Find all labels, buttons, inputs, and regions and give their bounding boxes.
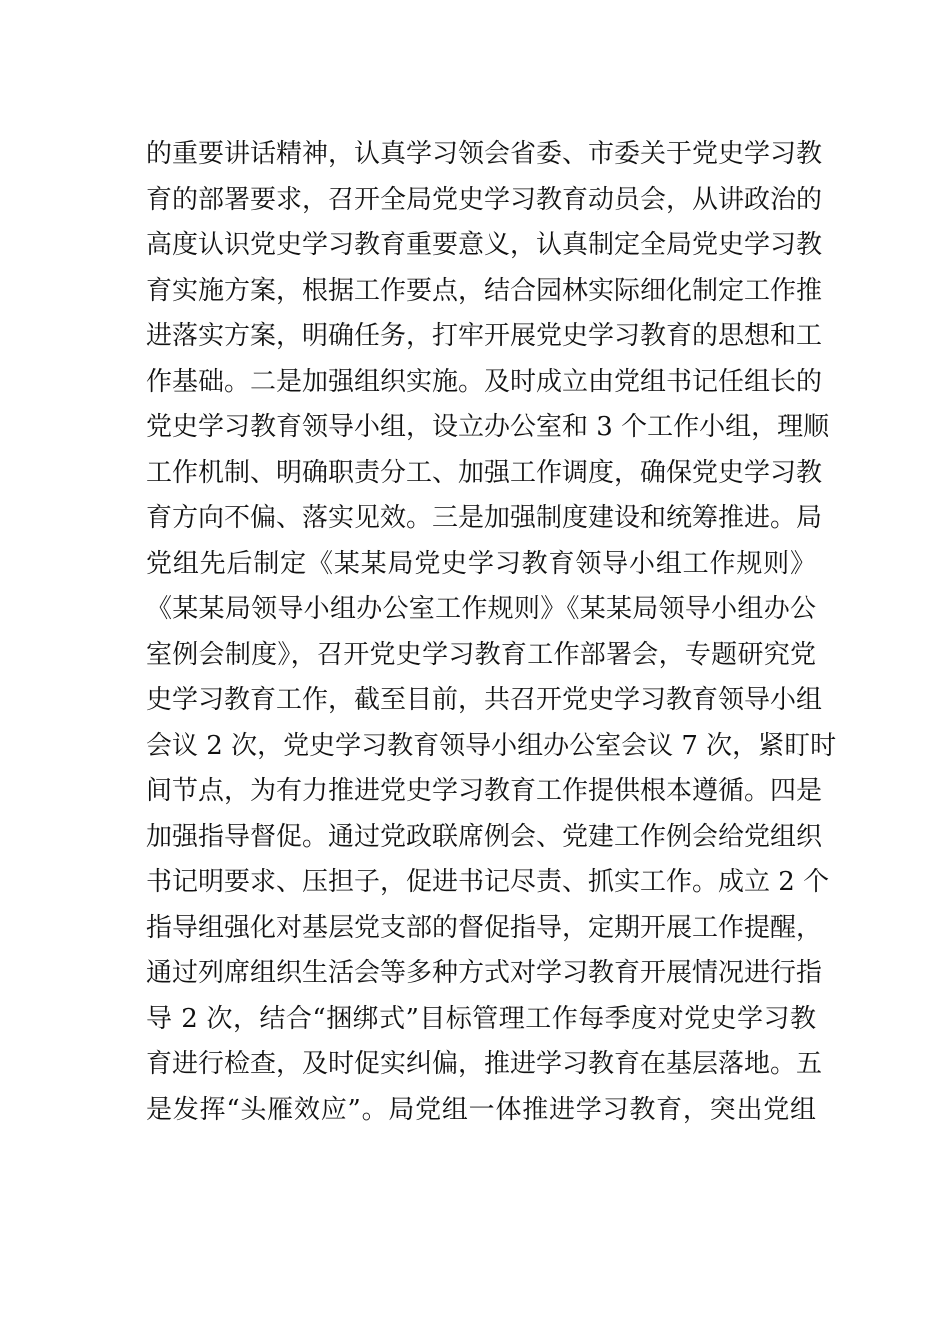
text-line-17: 书记明要求、压担子，促进书记尽责、抓实工作。成立 2 个 [146, 867, 830, 897]
text-line-5: 进落实方案，明确任务，打牢开展党史学习教育的思想和工 [146, 321, 823, 351]
text-line-10: 党组先后制定《某某局党史学习教育领导小组工作规则》 [146, 548, 816, 579]
text-line-12: 室例会制度》，召开党史学习教育工作部署会，专题研究党 [146, 639, 816, 670]
text-line-9: 育方向不偏、落实见效。三是加强制度建设和统筹推进。局 [146, 503, 823, 533]
text-line-21: 育进行检查，及时促实纠偏，推进学习教育在基层落地。五 [146, 1049, 823, 1079]
text-line-11: 《某某局领导小组办公室工作规则》《某某局领导小组办公 [146, 594, 816, 624]
text-line-8: 工作机制、明确职责分工、加强工作调度，确保党史学习教 [146, 457, 823, 488]
text-line-19: 通过列席组织生活会等多种方式对学习教育开展情况进行指 [146, 958, 823, 988]
text-line-18: 指导组强化对基层党支部的督促指导，定期开展工作提醒， [146, 912, 823, 943]
text-line-6: 作基础。二是加强组织实施。及时成立由党组书记任组长的 [146, 366, 823, 397]
text-line-14: 会议 2 次，党史学习教育领导小组办公室会议 7 次，紧盯时 [146, 730, 837, 761]
text-line-4: 育实施方案，根据工作要点，结合园林实际细化制定工作推 [146, 275, 823, 306]
text-line-2: 育的部署要求，召开全局党史学习教育动员会，从讲政治的 [146, 184, 823, 215]
text-line-20: 导 2 次，结合“捆绑式”目标管理工作每季度对党史学习教 [146, 1003, 816, 1034]
body-paragraph [146, 132, 837, 1133]
text-line-22: 是发挥“头雁效应”。局党组一体推进学习教育，突出党组 [146, 1094, 816, 1125]
text-line-15: 间节点，为有力推进党史学习教育工作提供根本遵循。四是 [146, 776, 823, 806]
text-line-1: 的重要讲话精神，认真学习领会省委、市委关于党史学习教 [146, 139, 823, 169]
text-line-3: 高度认识党史学习教育重要意义，认真制定全局党史学习教 [146, 230, 823, 260]
text-line-13: 史学习教育工作，截至目前，共召开党史学习教育领导小组 [146, 685, 823, 715]
text-line-16: 加强指导督促。通过党政联席例会、党建工作例会给党组织 [146, 821, 823, 852]
text-line-7: 党史学习教育领导小组，设立办公室和 3 个工作小组，理顺 [146, 412, 830, 442]
